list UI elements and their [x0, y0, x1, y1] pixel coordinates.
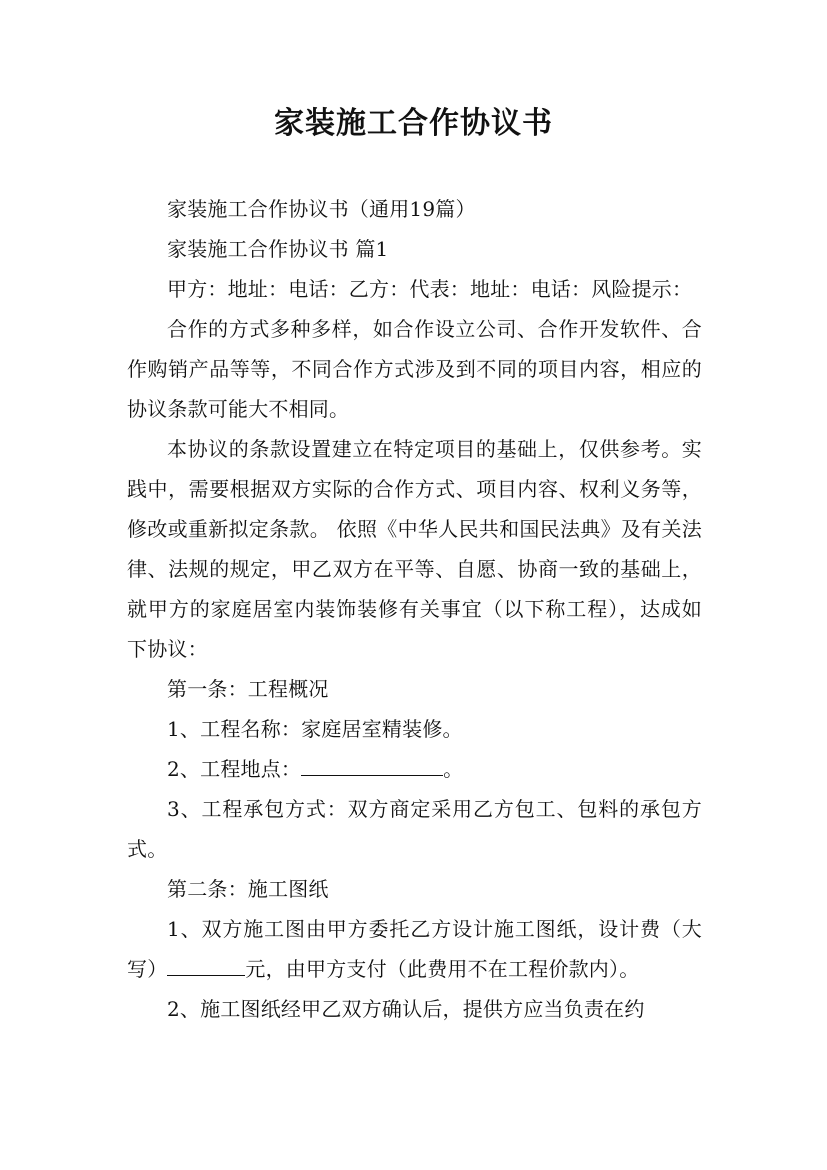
- blank-underline: [301, 754, 443, 776]
- clause-text: 1、双方施工图由甲方委托乙方设计施工图纸，设计费: [167, 917, 661, 941]
- clause-text: 。: [443, 757, 464, 781]
- blank-underline: [167, 954, 245, 976]
- clause-text: （大写）: [127, 917, 702, 981]
- paragraph: 3、工程承包方式：双方商定采用乙方包工、包料的承包方式。: [127, 797, 702, 861]
- document-title: 家装施工合作协议书: [274, 106, 553, 141]
- clause-text: 2、工程地点：: [167, 757, 302, 781]
- paragraph: 家装施工合作协议书 篇1: [167, 237, 389, 261]
- paragraph: 家装施工合作协议书（通用19篇）: [167, 197, 476, 221]
- section-heading: 第二条：施工图纸: [167, 877, 329, 901]
- section-heading: 第一条：工程概况: [167, 677, 329, 701]
- paragraph: 甲方：地址：电话：乙方：代表：地址：电话：风险提示：: [167, 277, 693, 301]
- paragraph-project-location: [127, 749, 702, 789]
- paragraph-design-fee: [127, 909, 702, 989]
- paragraph: 2、施工图纸经甲乙双方确认后，提供方应当负责在约: [167, 997, 645, 1021]
- clause-text: 元，由甲方支付（此费用不在工程价款内）。: [245, 957, 640, 981]
- paragraph: 1、工程名称：家庭居室精装修。: [167, 717, 463, 741]
- paragraph: 合作的方式多种多样，如合作设立公司、合作开发软件、合作购销产品等等，不同合作方式涉及到不同的项目内容，相应的协议条款可能大不相同。: [127, 317, 702, 421]
- document-body: [127, 189, 702, 1029]
- paragraph: 本协议的条款设置建立在特定项目的基础上，仅供参考。实践中，需要根据双方实际的合作方式、项目内容、权利义务等，修改或重新拟定条款。 依照《中华人民共和国民法典》及有关法律、法规的规定，甲乙双方在平等、自愿、协商一致的基础上，就甲方的家庭居室内装饰装修有关事宜（以下称工程），达成如下协议：: [127, 437, 702, 661]
